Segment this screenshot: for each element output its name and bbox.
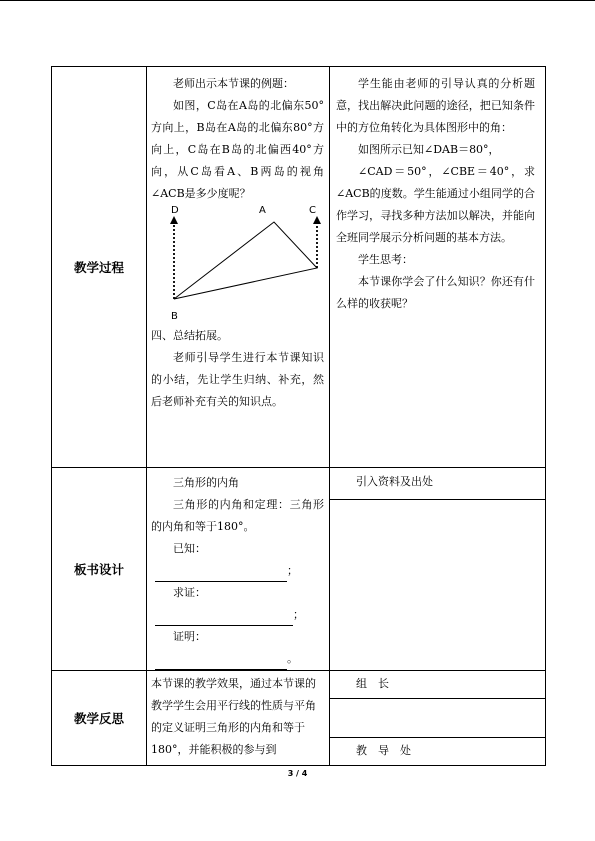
board-given-label: 已知： (173, 542, 206, 555)
row-label-board: 板书设计 (52, 468, 147, 671)
island-diagram (147, 205, 330, 325)
label-C: C (309, 205, 316, 216)
board-prove-line: ； (147, 604, 329, 626)
reflection-leader-cell (330, 671, 546, 699)
reflection-left-cell (147, 671, 330, 766)
row-board-design (52, 468, 546, 500)
row-teaching-process (52, 67, 546, 468)
process-left-p3: 四、总结拓展。 (151, 329, 228, 342)
row-label-reflection: 教学反思 (52, 671, 147, 766)
page-number: 3 / 4 (287, 769, 308, 778)
board-left-cell (147, 468, 330, 671)
row-label-process: 教学过程 (52, 67, 147, 468)
process-left-p1: 老师出示本节课的例题： (173, 77, 294, 90)
prove-blank (155, 611, 293, 626)
lesson-plan-table (51, 66, 546, 766)
process-left-p4: 老师引导学生进行本节课知识的小结，先让学生归纳、补充，然后老师补充有关的知识点。 (151, 351, 324, 408)
reflection-blank-cell (330, 699, 546, 738)
process-right-p2: 如图所示已知∠DAB＝80°， (358, 143, 500, 156)
label-D: D (171, 205, 179, 216)
board-source-header (330, 468, 546, 500)
board-title: 三角形的内角 (173, 476, 239, 489)
process-left-p2: 如图，C岛在A岛的北偏东50°方向上，B岛在A岛的北偏东80°方向上，C岛在B岛的北偏西40°方向，从C岛看A、B两岛的视角∠ACB是多少度呢？ (151, 99, 324, 200)
process-right-cell (330, 67, 546, 468)
reflection-text: 本节课的教学效果，通过本节课的教学学生会用平行线的性质与平角的定义证明三角形的内角和等于180°，并能积极的参与到 (151, 677, 316, 756)
triangle-ABC (174, 222, 317, 299)
board-source-body (330, 499, 546, 670)
proof-blank (155, 655, 287, 670)
row-reflection (52, 671, 546, 699)
process-left-cell (147, 67, 330, 468)
board-theorem: 三角形的内角和定理：三角形的内角和等于180°。 (151, 498, 324, 533)
north-arrow-C-head (313, 216, 321, 224)
process-right-p4: 学生思考： (358, 253, 413, 266)
reflection-office: 教 导 处 (356, 744, 411, 757)
label-B: B (171, 311, 178, 322)
board-proof-label: 证明： (173, 630, 206, 643)
board-given-line: ； (147, 560, 329, 582)
reflection-leader: 组 长 (356, 677, 389, 690)
label-A: A (259, 205, 266, 216)
board-prove-label: 求证： (173, 586, 206, 599)
reflection-office-cell (330, 738, 546, 766)
process-right-p1: 学生能由老师的引导认真的分析题意，找出解决此问题的途径，把已知条件中的方位角转化为具体图形中的角： (336, 77, 535, 134)
board-proof-line: 。 (147, 648, 329, 670)
process-right-p5: 本节课你学会了什么知识？你还有什么样的收获呢？ (336, 275, 535, 310)
process-right-p3: ∠CAD＝50°，∠CBE＝40°，求∠ACB的度数。学生能通过小组同学的合作学习，寻找多种方法加以解决，并能向全班同学展示分析问题的基本方法。 (336, 165, 535, 244)
source-header-text: 引入资料及出处 (356, 475, 433, 488)
north-arrow-B-head (170, 216, 178, 224)
top-rule (0, 0, 595, 1)
given-blank (155, 567, 287, 582)
